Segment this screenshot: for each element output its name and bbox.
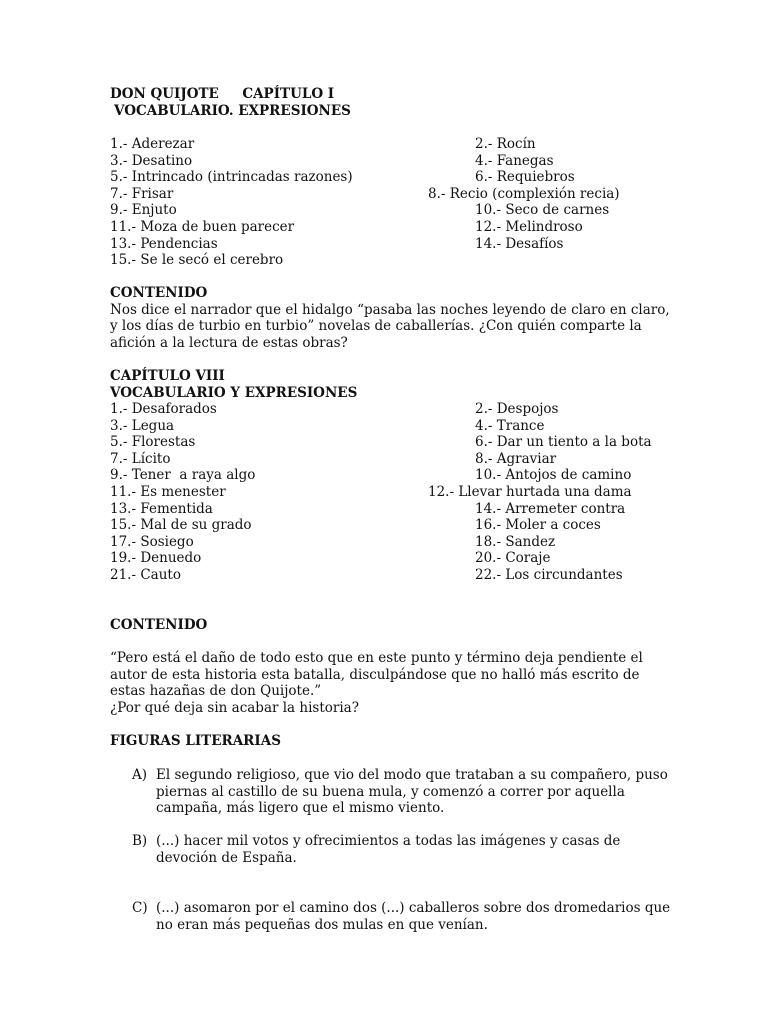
chapter-8-header xyxy=(110,368,670,401)
chapter-1-contenido xyxy=(110,285,670,351)
vocab-item: 4.- Trance xyxy=(475,417,545,434)
chapter-1-subtitle: VOCABULARIO. EXPRESIONES xyxy=(114,102,351,119)
vocab-item: 9.- Enjuto xyxy=(110,202,177,219)
figura-marker: B) xyxy=(132,833,148,849)
vocab-row xyxy=(110,451,670,468)
question-paragraph: ¿Por qué deja sin acabar la historia? xyxy=(110,699,359,716)
chapter-8-title: CAPÍTULO VIII xyxy=(110,368,225,384)
vocab-row xyxy=(110,418,670,435)
vocab-item: 7.- Frisar xyxy=(110,185,174,202)
vocab-row xyxy=(110,534,670,551)
vocab-row xyxy=(110,484,670,501)
figura-text: El segundo religioso, que vio del modo que trataban a su compañero, puso piernas al castillo de su buena mula, y comenzó a correr por aquella campaña, más ligero que el mismo viento. xyxy=(156,767,668,817)
vocab-item: 14.- Arremeter contra xyxy=(475,500,626,517)
vocab-item: 15.- Se le secó el cerebro xyxy=(110,252,284,269)
vocab-row xyxy=(110,401,670,418)
vocab-item: 6.- Requiebros xyxy=(475,169,575,186)
vocab-row xyxy=(110,236,670,253)
vocab-row xyxy=(110,467,670,484)
chapter-1-vocab-list xyxy=(110,136,670,269)
figura-text: (...) hacer mil votos y ofrecimientos a todas las imágenes y casas de devoción de España. xyxy=(156,833,621,866)
chapter-1-header xyxy=(110,86,670,119)
vocab-item: 13.- Fementida xyxy=(110,500,213,517)
vocab-item: 3.- Desatino xyxy=(110,152,193,169)
vocab-item: 12.- Melindroso xyxy=(475,218,583,235)
vocab-row xyxy=(110,567,670,584)
chapter-8-vocab-list xyxy=(110,401,670,584)
figura-item-a xyxy=(132,767,672,817)
vocab-row xyxy=(110,252,670,269)
figura-marker: A) xyxy=(132,767,148,783)
vocab-item: 5.- Intrincado (intrincadas razones) xyxy=(110,169,353,186)
figuras-heading: FIGURAS LITERARIAS xyxy=(110,733,281,749)
vocab-row xyxy=(110,219,670,236)
figuras-heading-block xyxy=(110,733,670,750)
vocab-item: 6.- Dar un tiento a la bota xyxy=(475,434,652,451)
vocab-item: 18.- Sandez xyxy=(475,533,556,550)
figura-marker: C) xyxy=(132,900,148,916)
vocab-item: 11.- Moza de buen parecer xyxy=(110,218,295,235)
chapter-1-title: DON QUIJOTE CAPÍTULO I xyxy=(110,86,335,102)
vocab-item: 4.- Fanegas xyxy=(475,152,554,169)
quote-paragraph: “Pero está el daño de todo esto que en este punto y término deja pendiente el autor de esta historia esta batalla, disculpándose que no halló más escrito de estas hazañas de don Quijote.” xyxy=(110,650,643,700)
vocab-item: 15.- Mal de su grado xyxy=(110,517,252,534)
vocab-item: 8.- Recio (complexión recia) xyxy=(428,185,620,202)
vocab-item: 11.- Es menester xyxy=(110,483,226,500)
contenido-paragraph: Nos dice el narrador que el hidalgo “pasaba las noches leyendo de claro en claro, y los días de turbio en turbio” novelas de caballerías. ¿Con quién comparte la afición a la lectura de estas obras? xyxy=(110,301,670,351)
vocab-item: 7.- Lícito xyxy=(110,450,171,467)
vocab-item: 2.- Rocín xyxy=(475,136,536,152)
vocab-row xyxy=(110,550,670,567)
vocab-row xyxy=(110,136,670,153)
vocab-row xyxy=(110,501,670,518)
vocab-row xyxy=(110,186,670,203)
vocab-item: 17.- Sosiego xyxy=(110,533,194,550)
vocab-item: 19.- Denuedo xyxy=(110,550,202,567)
vocab-row xyxy=(110,202,670,219)
vocab-item: 10.- Antojos de camino xyxy=(475,467,632,484)
vocab-item: 12.- Llevar hurtada una dama xyxy=(428,483,632,500)
vocab-item: 21.- Cauto xyxy=(110,566,181,583)
figura-item-b xyxy=(132,833,672,866)
figura-item-c xyxy=(132,900,672,933)
vocab-row xyxy=(110,434,670,451)
contenido-heading: CONTENIDO xyxy=(110,285,208,301)
vocab-item: 8.- Agraviar xyxy=(475,450,557,467)
vocab-row xyxy=(110,153,670,170)
contenido-heading: CONTENIDO xyxy=(110,617,208,633)
vocab-item: 14.- Desafíos xyxy=(475,235,564,252)
vocab-item: 16.- Moler a coces xyxy=(475,517,601,534)
vocab-item: 9.- Tener a raya algo xyxy=(110,467,256,484)
vocab-item: 3.- Legua xyxy=(110,417,175,434)
vocab-item: 2.- Despojos xyxy=(475,401,559,417)
chapter-8-contenido xyxy=(110,650,670,716)
vocab-item: 20.- Coraje xyxy=(475,550,551,567)
figura-text: (...) asomaron por el camino dos (...) caballeros sobre dos dromedarios que no eran más pequeñas dos mulas en que venían. xyxy=(156,900,671,933)
vocab-item: 1.- Aderezar xyxy=(110,136,195,152)
vocab-item: 1.- Desaforados xyxy=(110,401,217,417)
vocab-item: 13.- Pendencias xyxy=(110,235,218,252)
vocab-row xyxy=(110,517,670,534)
vocab-item: 22.- Los circundantes xyxy=(475,566,623,583)
vocab-item: 5.- Florestas xyxy=(110,434,196,451)
chapter-8-subtitle: VOCABULARIO Y EXPRESIONES xyxy=(110,384,358,401)
vocab-item: 10.- Seco de carnes xyxy=(475,202,610,219)
vocab-row xyxy=(110,169,670,186)
chapter-8-contenido-heading-block xyxy=(110,617,670,634)
